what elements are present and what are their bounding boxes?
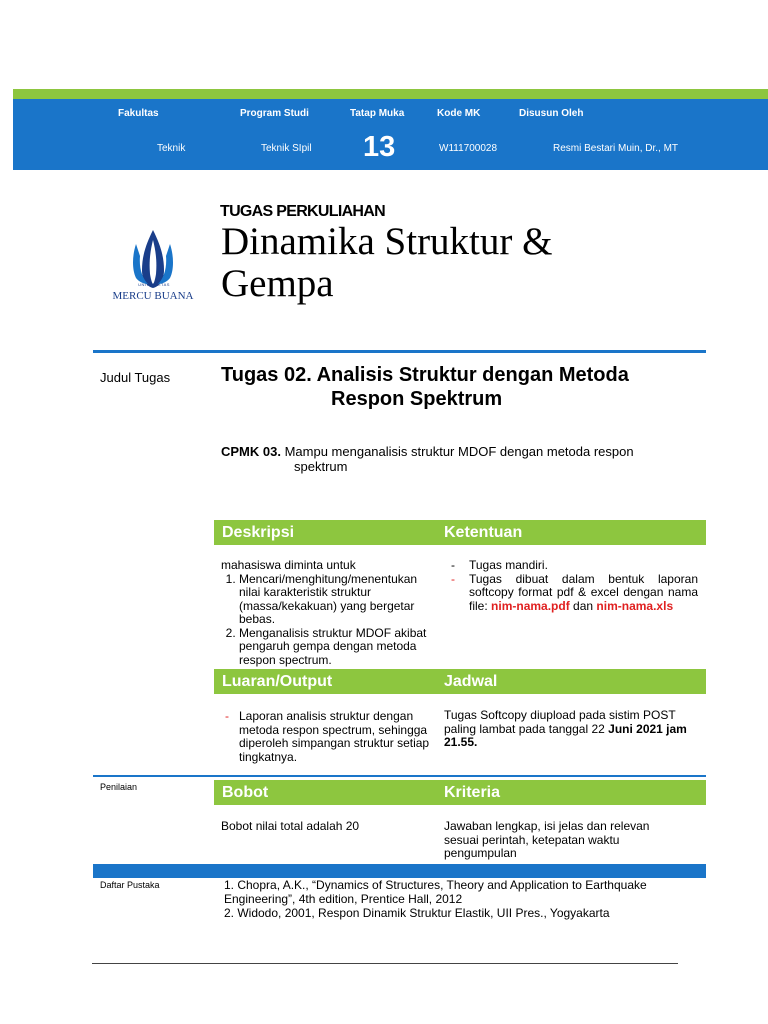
logo-subtitle: UNIVERSITAS xyxy=(138,282,170,287)
jadwal-heading: Jadwal xyxy=(444,673,498,690)
fakultas-label: Fakultas xyxy=(118,108,159,119)
course-title xyxy=(221,221,671,305)
file-name-xls: nim-nama.xls xyxy=(596,598,674,613)
penilaian-divider xyxy=(93,775,706,777)
ketentuan-content xyxy=(451,559,698,613)
luaran-content: - Laporan analisis struktur dengan metoda respon spectrum, sehingga diperoleh simpangan struktur setiap tingkatnya. xyxy=(225,709,430,764)
prodi-value: Teknik SIpil xyxy=(261,143,312,154)
jadwal-content xyxy=(444,709,702,750)
list-item: 1. Mencari/menghitung/menentukan nilai karakteristik struktur (massa/kekakuan) yang bergetar bebas. xyxy=(239,573,433,627)
ketentuan-item-1: - Tugas mandiri. xyxy=(451,558,548,572)
reference-2: 2. Widodo, 2001, Respon Dinamik Struktur Elastik, UII Pres., Yogyakarta xyxy=(224,906,610,920)
disusun-label: Disusun Oleh xyxy=(519,108,584,119)
tatap-muka-value: 13 xyxy=(363,131,396,163)
course-title-line2: Gempa xyxy=(221,262,334,305)
assignment-title xyxy=(221,363,711,411)
section-divider xyxy=(93,350,706,353)
cpmk-code: CPMK 03. xyxy=(221,444,281,459)
ketentuan-heading: Ketentuan xyxy=(444,524,523,541)
course-title-line1: Dinamika Struktur & xyxy=(221,220,553,263)
kode-mk-value: W111700028 xyxy=(439,143,498,154)
ketentuan-item-2-mid: dan xyxy=(573,598,594,613)
cpmk-text-2: spektrum xyxy=(294,459,348,474)
jadwal-text: Tugas Softcopy diupload pada sistim POST paling lambat pada tanggal 22 xyxy=(444,708,676,736)
assignment-title-line2: Respon Spektrum xyxy=(331,388,503,410)
deskripsi-list xyxy=(221,573,433,668)
deskripsi-content xyxy=(221,559,433,667)
disusun-value: Resmi Bestari Muin, Dr., MT xyxy=(553,143,679,154)
bobot-content: Bobot nilai total adalah 20 xyxy=(221,819,360,833)
logo-name: MERCU BUANA xyxy=(112,290,194,302)
judul-label: Judul Tugas xyxy=(100,370,171,385)
luaran-item: Laporan analisis struktur dengan metoda respon spectrum, sehingga diperoleh simpangan struktur setiap tingkatnya. xyxy=(239,709,430,764)
jadwal-deadline: Juni 2021 jam 21.55. xyxy=(444,721,687,749)
tatap-muka-label: Tatap Muka xyxy=(350,108,405,119)
list-item: 2. Menganalisis struktur MDOF akibat pengaruh gempa dengan metoda respon spectrum. xyxy=(239,627,433,668)
pustaka-label: Daftar Pustaka xyxy=(100,880,160,890)
cpmk-block xyxy=(221,444,691,474)
footer-rule xyxy=(92,963,678,964)
assignment-title-line1: Tugas 02. Analisis Struktur dengan Metoda xyxy=(221,364,629,386)
kriteria-content: Jawaban lengkap, isi jelas dan relevan sesuai perintah, ketepatan waktu pengumpulan xyxy=(444,819,650,860)
fakultas-value: Teknik xyxy=(157,143,186,154)
penilaian-label: Penilaian xyxy=(100,782,138,792)
ketentuan-item-2-text: Tugas dibuat dalam bentuk laporan softcopy format pdf & excel dengan nama file: xyxy=(469,571,698,613)
header-band xyxy=(13,99,768,170)
deskripsi-heading: Deskripsi xyxy=(222,524,295,541)
luaran-heading: Luaran/Output xyxy=(222,673,333,690)
kode-mk-label: Kode MK xyxy=(437,108,481,119)
section-header-deskripsi-ketentuan xyxy=(214,520,706,545)
cpmk-text-1: Mampu menganalisis struktur MDOF dengan metoda respon xyxy=(284,444,634,459)
document-kicker: TUGAS PERKULIAHAN xyxy=(220,203,385,220)
section-header-bobot-kriteria xyxy=(214,780,706,805)
ketentuan-item-1-text: Tugas mandiri. xyxy=(469,558,548,572)
header-accent-bar xyxy=(13,89,768,99)
prodi-label: Program Studi xyxy=(240,108,309,119)
file-name-pdf: nim-nama.pdf xyxy=(491,598,570,613)
bobot-heading: Bobot xyxy=(222,784,269,801)
ketentuan-item-2: - Tugas dibuat dalam bentuk laporan softcopy format pdf & excel dengan nama file: nim-nama.pdf dan nim-nama.xls xyxy=(451,571,698,613)
pustaka-divider xyxy=(93,864,706,878)
section-header-luaran-jadwal xyxy=(214,669,706,694)
kriteria-heading: Kriteria xyxy=(444,784,501,801)
deskripsi-intro: mahasiswa diminta untuk xyxy=(221,558,356,572)
reference-1: 1. Chopra, A.K., “Dynamics of Structures, Theory and Application to Earthquake Engineering”, 4th edition, Prentice Hall, 2012 xyxy=(224,878,647,906)
